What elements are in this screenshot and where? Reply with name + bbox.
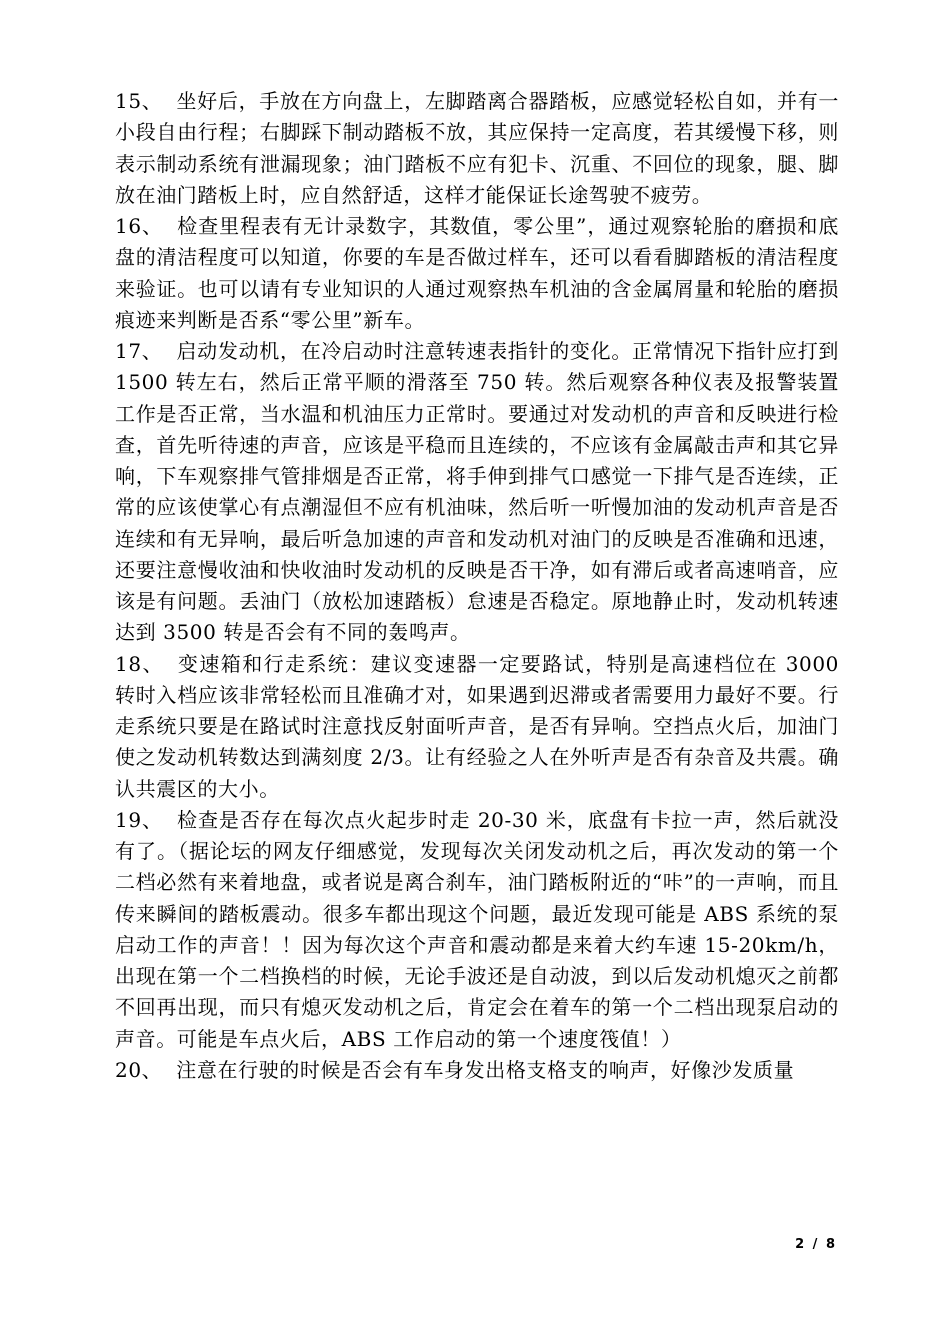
page-indicator: 2 / 8 — [795, 1237, 837, 1252]
paragraph-number: 17、 — [115, 339, 163, 363]
paragraph-17 — [115, 336, 839, 649]
paragraph-15 — [115, 86, 839, 211]
paragraph-text: 坐好后，手放在方向盘上，左脚踏离合器踏板，应感觉轻松自如，并有一小段自由行程；右脚踩下制动踏板不放，其应保持一定高度，若其缓慢下移，则表示制动系统有泄漏现象；油门踏板不应有犯卡、沉重、不回位的现象，腿、脚放在油门踏板上时，应自然舒适，这样才能保证长途驾驶不疲劳。 — [115, 89, 839, 207]
paragraph-text: 启动发动机，在冷启动时注意转速表指针的变化。正常情况下指针应打到 1500 转左右，然后正常平顺的滑落至 750 转。然后观察各种仪表及报警装置工作是否正常，当水温和机油压力正常时。要通过对发动机的声音和反映进行检查，首先听待速的声音，应该是平稳而且连续的，不应该有金属敲击声和其它异响，下车观察排气管排烟是否正常，将手伸到排气口感觉一下排气是否连续，正常的应该使掌心有点潮湿但不应有机油味，然后听一听慢加油的发动机声音是否连续和有无异响，最后听急加速的声音和发动机对油门的反映是否准确和迅速，还要注意慢收油和快收油时发动机的反映是否干净，如有滞后或者高速哨音，应该是有问题。丢油门（放松加速踏板）怠速是否稳定。原地静止时，发动机转速达到 3500 转是否会有不同的轰鸣声。 — [115, 339, 839, 645]
paragraph-number: 15、 — [115, 89, 163, 113]
paragraph-text: 注意在行驶的时候是否会有车身发出格支格支的响声，好像沙发质量 — [176, 1057, 795, 1082]
paragraph-text: 变速箱和行走系统：建议变速器一定要路试，特别是高速档位在 3000 转时入档应该非常轻松而且准确才对，如果遇到迟滞或者需要用力最好不要。行走系统只要是在路试时注意找反射面听声音，是否有异响。空挡点火后，加油门使之发动机转数达到满刻度 2/3。让有经验之人在外听声是否有杂音及共震。确认共震区的大小。 — [115, 651, 840, 801]
paragraph-16 — [115, 211, 839, 336]
paragraph-19 — [115, 805, 839, 1055]
paragraph-number: 16、 — [115, 214, 164, 238]
paragraph-number: 18、 — [115, 651, 164, 676]
document-body — [115, 86, 839, 1086]
paragraph-number: 20、 — [115, 1057, 163, 1082]
paragraph-text: 检查里程表有无计录数字，其数值，零公里”，通过观察轮胎的磨损和底盘的清洁程度可以知道，你要的车是否做过样车，还可以看看脚踏板的清洁程度来验证。也可以请有专业知识的人通过观察热车机油的含金属屑量和轮胎的磨损痕迹来判断是否系“零公里”新车。 — [115, 214, 839, 332]
paragraph-20 — [115, 1055, 839, 1086]
paragraph-text: 检查是否存在每次点火起步时走 20-30 米，底盘有卡拉一声，然后就没有了。（据论坛的网友仔细感觉，发现每次关闭发动机之后，再次发动的第一个二档必然有来着地盘，或者说是离合刹车，油门踏板附近的“咔”的一声响，而且传来瞬间的踏板震动。很多车都出现这个问题，最近发现可能是 ABS 系统的泵启动工作的声音！！因为每次这个声音和震动都是来着大约车速 15-20km/h，出现在第一个二档换档的时候，无论手波还是自动波，到以后发动机熄灭之前都不回再出现，而只有熄灭发动机之后，肯定会在着车的第一个二档出现泵启动的声音。可能是车点火后，ABS 工作启动的第一个速度筏值！） — [115, 807, 839, 1051]
paragraph-number: 19、 — [115, 807, 163, 832]
paragraph-18 — [115, 649, 839, 805]
